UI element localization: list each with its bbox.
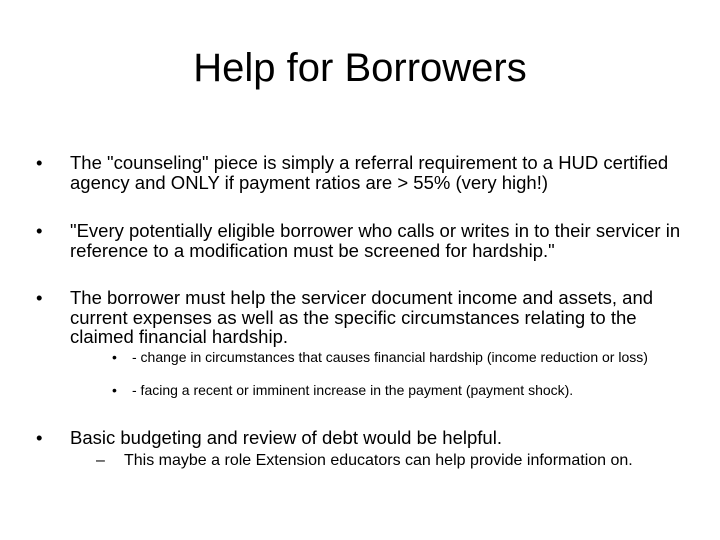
- bullet-marker: •: [36, 427, 43, 448]
- bullet-item: [36, 428, 696, 448]
- dash-text: This maybe a role Extension educators can help provide information on.: [124, 452, 633, 469]
- bullet-marker: •: [36, 152, 43, 173]
- bullet-text: The borrower must help the servicer document income and assets, and current expenses as well as the specific circumstances relating to the claimed financial hardship.: [70, 287, 654, 347]
- sub-bullet-text: - facing a recent or imminent increase in the payment (payment shock).: [132, 382, 574, 398]
- sub-bullet-marker: •: [112, 382, 117, 398]
- bullet-item: [36, 221, 696, 260]
- bullet-item: [36, 288, 696, 347]
- dash-marker: –: [96, 452, 105, 469]
- bullet-text: Basic budgeting and review of debt would be helpful.: [70, 427, 502, 448]
- bullet-marker: •: [36, 220, 43, 241]
- bullet-marker: •: [36, 287, 43, 308]
- dash-item: [96, 452, 696, 470]
- sub-bullet-item: [112, 349, 692, 365]
- bullet-text: The "counseling" piece is simply a referral requirement to a HUD certified agency and ONLY if payment ratios are > 55% (very high!): [70, 152, 669, 193]
- slide-title: Help for Borrowers: [193, 46, 527, 90]
- sub-bullet-item: [112, 382, 692, 398]
- sub-bullet-marker: •: [112, 349, 117, 365]
- sub-bullet-text: - change in circumstances that causes financial hardship (income reduction or loss): [132, 349, 648, 365]
- bullet-item: [36, 153, 696, 192]
- bullet-text: "Every potentially eligible borrower who calls or writes in to their servicer in reference to a modification must be screened for hardship.": [70, 220, 681, 261]
